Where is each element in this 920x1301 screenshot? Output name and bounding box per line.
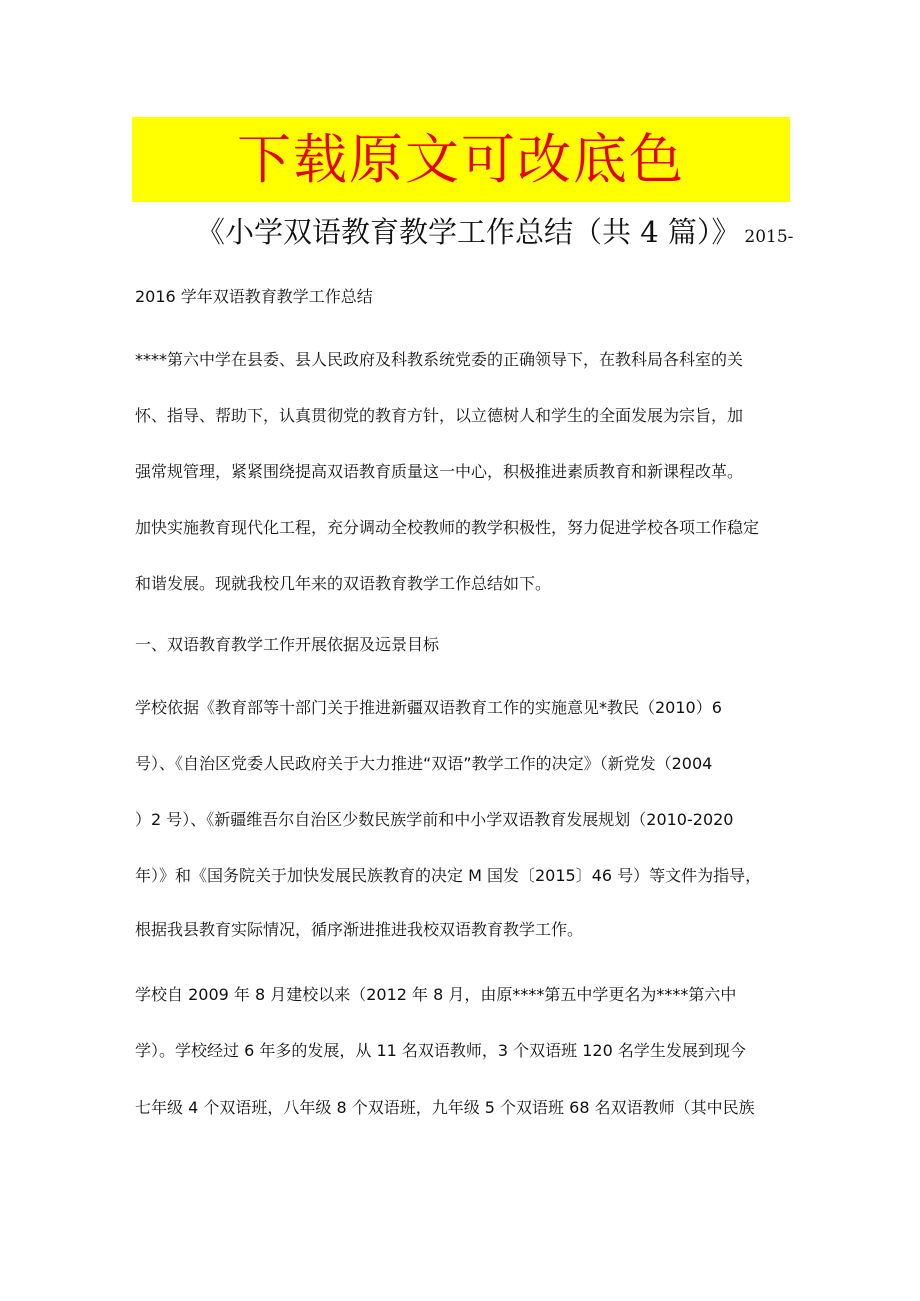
paragraph-line: 和谐发展。现就我校几年来的双语教育教学工作总结如下。 (135, 574, 552, 593)
paragraph-line: ****第六中学在县委、县人民政府及科教系统党委的正确领导下，在教科局各科室的关 (135, 350, 744, 369)
paragraph-line: 学校自 2009 年 8 月建校以来（2012 年 8 月，由原****第五中学更名为****第六中 (135, 985, 737, 1004)
banner-text: 下载原文可改底色 (237, 127, 685, 191)
paragraph-line: 号）、《自治区党委人民政府关于大力推进“双语”教学工作的决定》（新党发（2004 (135, 754, 713, 773)
section-heading: 一、双语教育教学工作开展依据及远景目标 (135, 635, 440, 654)
paragraph-line: 学校依据《教育部等十部门关于推进新疆双语教育工作的实施意见*教民（2010）6 (135, 698, 722, 717)
paragraph-line: 强常规管理，紧紧围绕提高双语教育质量这一中心，积极推进素质教育和新课程改革。 (135, 462, 744, 481)
paragraph-line: ）2 号）、《新疆维吾尔自治区少数民族学前和中小学双语教育发展规划（2010-2020 (135, 810, 734, 829)
paragraph-line: 学）。学校经过 6 年多的发展，从 11 名双语教师，3 个双语班 120 名学生发展到现今 (135, 1041, 746, 1060)
title-year: 2015- (744, 227, 794, 247)
paragraph-line: 年）》和《国务院关于加快发展民族教育的决定 M 国发〔2015〕46 号）等文件为指导， (135, 866, 762, 885)
download-banner (132, 117, 790, 202)
paragraph-line: 加快实施教育现代化工程，充分调动全校教师的教学积极性，努力促进学校各项工作稳定 (135, 518, 760, 537)
paragraph-line: 怀、指导、帮助下，认真贯彻党的教育方针，以立德树人和学生的全面发展为宗旨，加 (135, 406, 744, 425)
paragraph-line: 2016 学年双语教育教学工作总结 (135, 287, 373, 306)
paragraph-line: 七年级 4 个双语班，八年级 8 个双语班，九年级 5 个双语班 68 名双语教师（其中民族 (135, 1098, 755, 1117)
title-main: 《小学双语教育教学工作总结（共 4 篇）》 (196, 215, 741, 249)
paragraph-line: 根据我县教育实际情况，循序渐进推进我校双语教育教学工作。 (135, 920, 584, 939)
document-title (196, 215, 794, 249)
